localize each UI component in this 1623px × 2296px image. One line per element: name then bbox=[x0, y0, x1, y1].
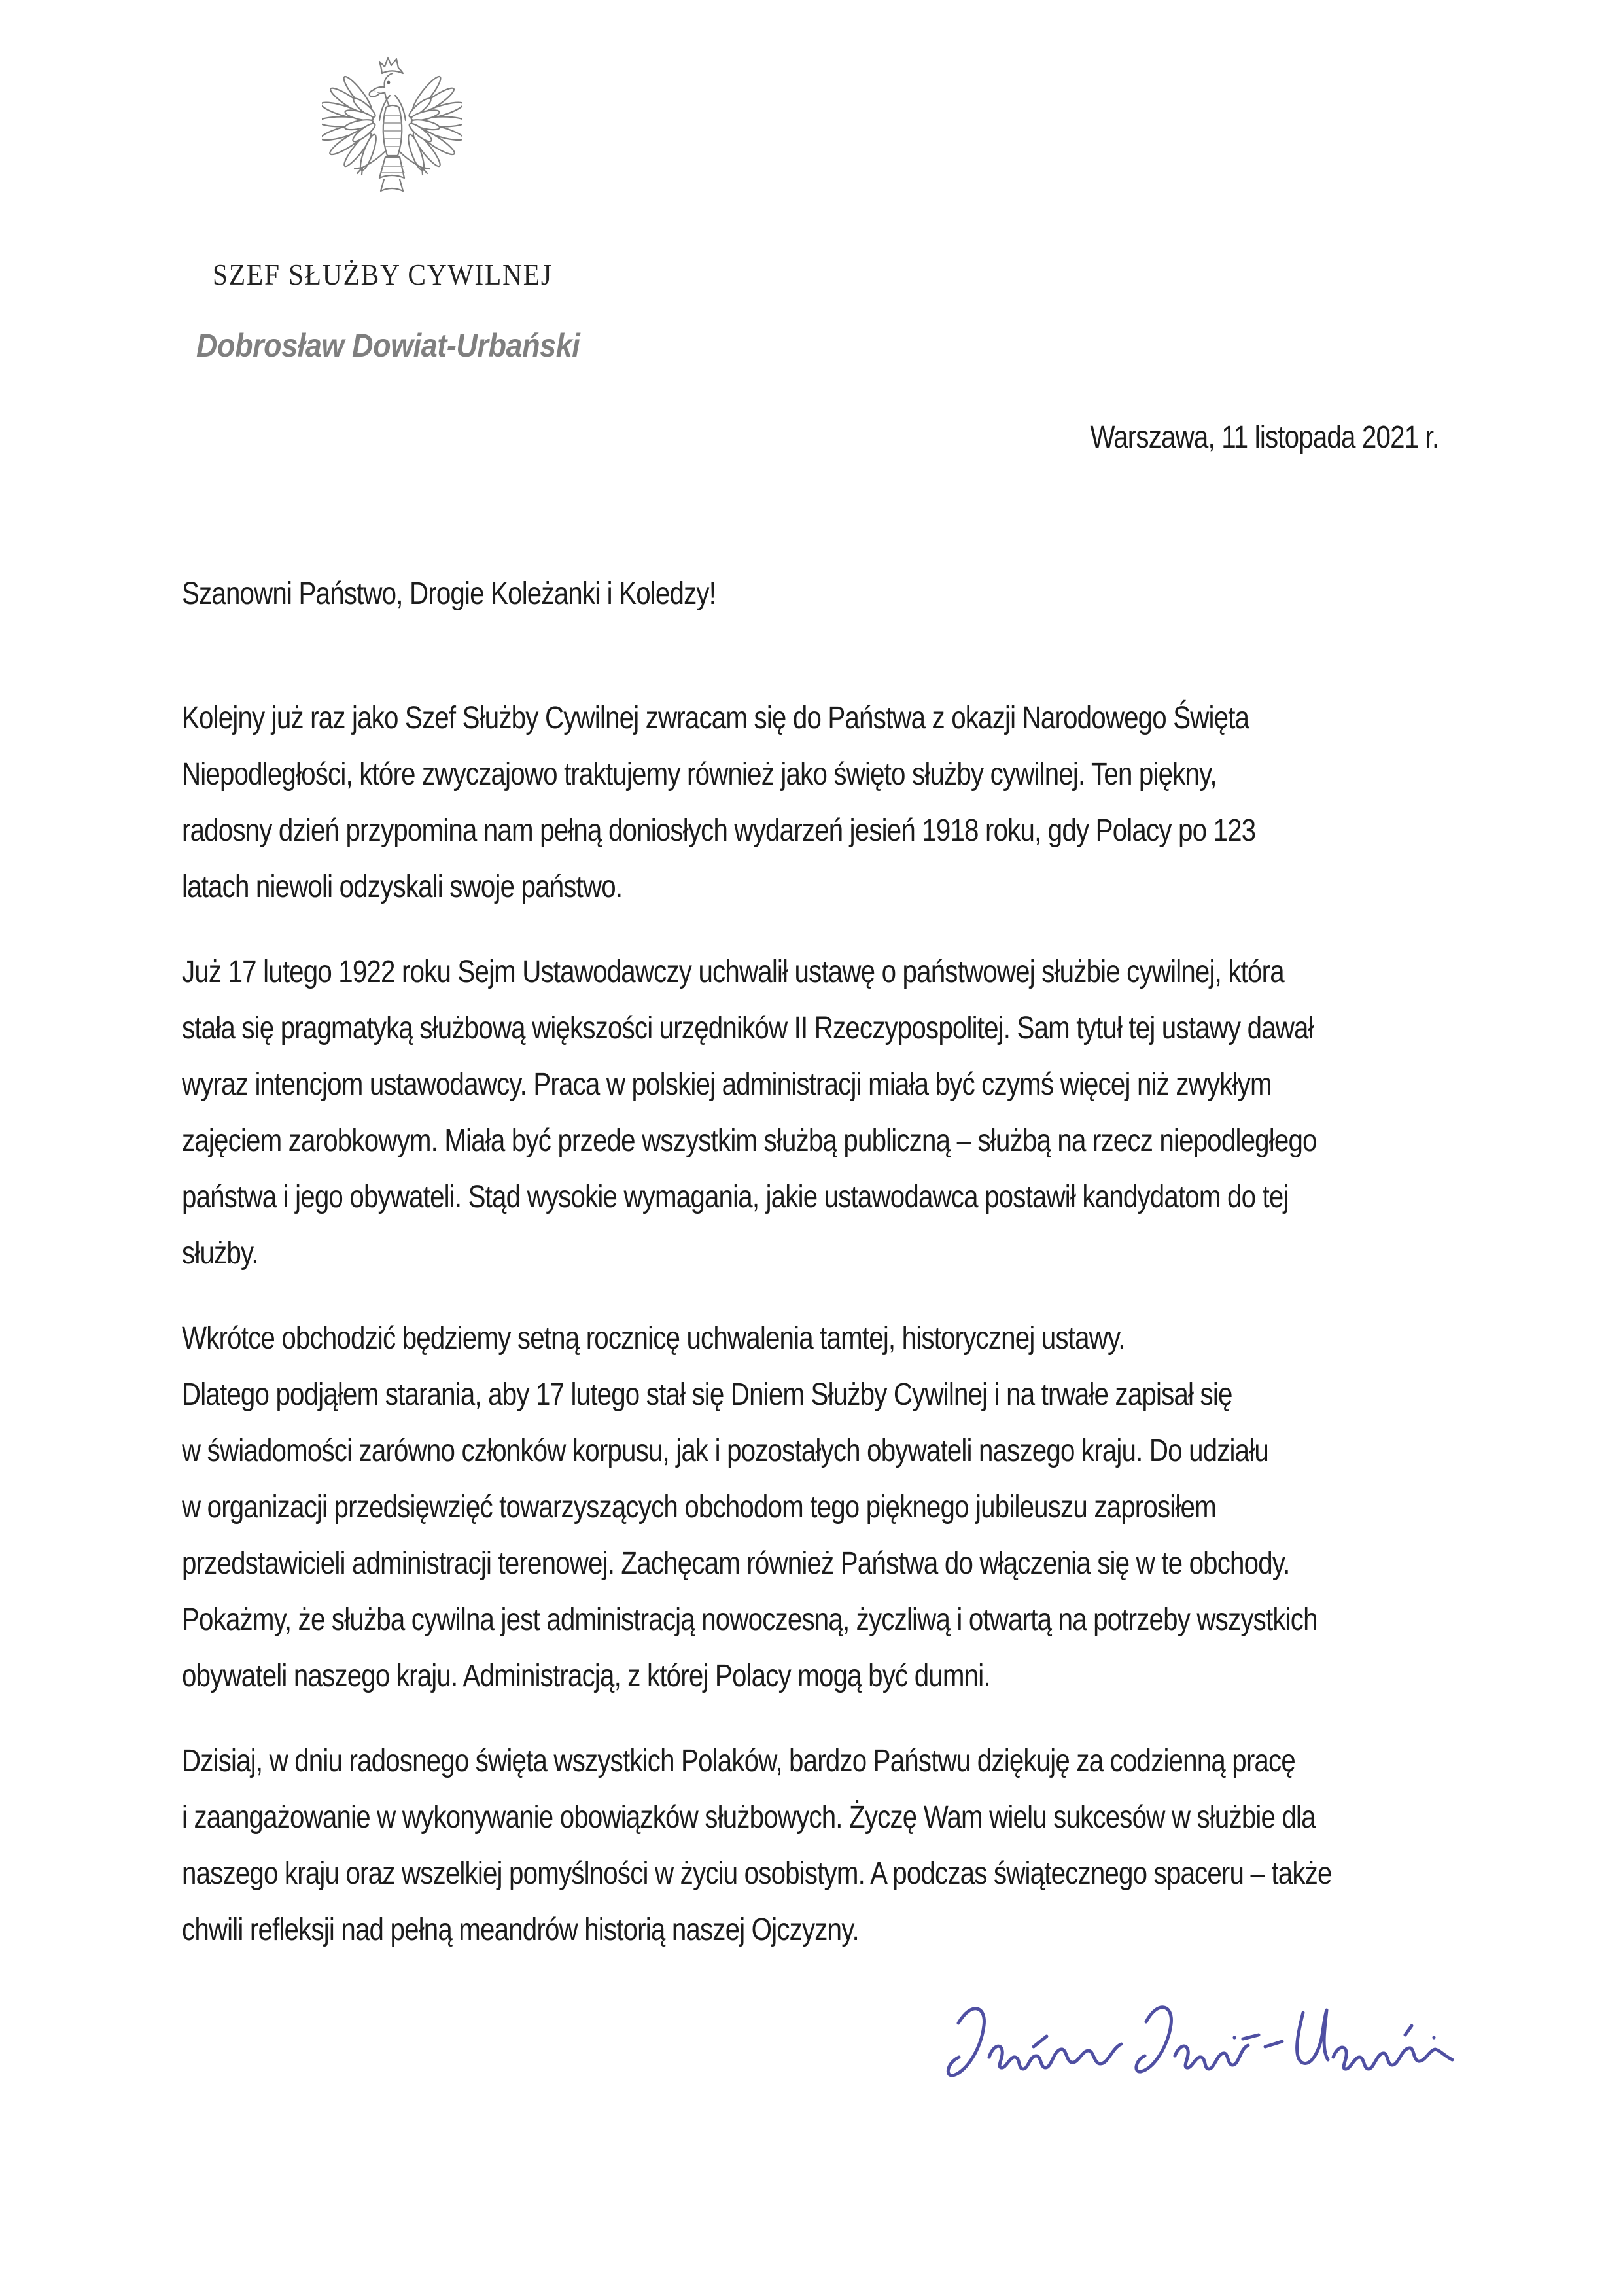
body-line: służby. bbox=[182, 1236, 258, 1271]
right-wing bbox=[406, 74, 462, 172]
body-line: zajęciem zarobkowym. Miała być przede wszystkim służbą publiczną – służbą na rzecz niepodległego bbox=[182, 1123, 1317, 1158]
body-line: Niepodległości, które zwyczajowo traktujemy również jako święto służby cywilnej. Ten piękny, bbox=[182, 757, 1217, 792]
body-line: w organizacji przedsięwzięć towarzyszących obchodom tego pięknego jubileuszu zaprosiłem bbox=[182, 1490, 1216, 1525]
salutation: Szanowni Państwo, Drogie Koleżanki i Koledzy! bbox=[182, 576, 716, 611]
polish-eagle-emblem bbox=[322, 50, 462, 197]
body-line: Już 17 lutego 1922 roku Sejm Ustawodawczy uchwalił ustawę o państwowej służbie cywilnej, która bbox=[182, 955, 1284, 989]
paragraph bbox=[182, 1311, 1464, 1704]
office-holder-name: Dobrosław Dowiat-Urbański bbox=[196, 327, 580, 364]
handwritten-signature bbox=[935, 1983, 1478, 2120]
body-line: stała się pragmatyką służbową większości urzędników II Rzeczypospolitej. Sam tytuł tej ustawy dawał bbox=[182, 1011, 1314, 1046]
paragraph bbox=[182, 690, 1464, 915]
body-line: chwili refleksji nad pełną meandrów historią naszej Ojczyzny. bbox=[182, 1913, 859, 1947]
paragraph bbox=[182, 944, 1464, 1282]
paragraph bbox=[182, 1733, 1464, 1958]
body-line: Dlatego podjąłem starania, aby 17 lutego stał się Dniem Służby Cywilnej i na trwałe zapisał się bbox=[182, 1377, 1232, 1412]
body-line: radosny dzień przypomina nam pełną doniosłych wydarzeń jesień 1918 roku, gdy Polacy po 123 bbox=[182, 813, 1256, 848]
left-wing bbox=[322, 74, 379, 172]
head bbox=[373, 73, 393, 110]
eye bbox=[387, 81, 391, 84]
body-line: Pokażmy, że służba cywilna jest administracją nowoczesną, życzliwą i otwartą na potrzeby wszystkich bbox=[182, 1602, 1318, 1637]
body-line: wyraz intencjom ustawodawcy. Praca w polskiej administracji miała być czymś więcej niż zwykłym bbox=[182, 1067, 1272, 1102]
crown bbox=[379, 58, 403, 73]
body-line: obywateli naszego kraju. Administracją, z której Polacy mogą być dumni. bbox=[182, 1659, 990, 1693]
dateline: Warszawa, 11 listopada 2021 r. bbox=[1090, 420, 1439, 455]
body-line: naszego kraju oraz wszelkiej pomyślności w życiu osobistym. A podczas świątecznego spaceru – także bbox=[182, 1856, 1332, 1891]
body-line: latach niewoli odzyskali swoje państwo. bbox=[182, 870, 623, 904]
office-title: SZEF SŁUŻBY CYWILNEJ bbox=[213, 258, 553, 291]
body-line: i zaangażowanie w wykonywanie obowiązków służbowych. Życzę Wam wielu sukcesów w służbie dla bbox=[182, 1800, 1316, 1835]
body-line: Dzisiaj, w dniu radosnego święta wszystkich Polaków, bardzo Państwu dziękuję za codzienną pracę bbox=[182, 1744, 1295, 1778]
letter-body bbox=[182, 566, 1464, 1958]
body-line: Kolejny już raz jako Szef Służby Cywilnej zwracam się do Państwa z okazji Narodowego Święta bbox=[182, 701, 1249, 735]
letter-paragraphs bbox=[182, 690, 1464, 1958]
body-line: w świadomości zarówno członków korpusu, jak i pozostałych obywateli naszego kraju. Do udziału bbox=[182, 1434, 1268, 1468]
body-line: państwa i jego obywateli. Stąd wysokie wymagania, jakie ustawodawca postawił kandydatom do tej bbox=[182, 1180, 1289, 1214]
body-line: przedstawicieli administracji terenowej. Zachęcam również Państwa do włączenia się w te obchody. bbox=[182, 1546, 1290, 1581]
tail bbox=[379, 157, 404, 178]
body-line: Wkrótce obchodzić będziemy setną rocznicę uchwalenia tamtej, historycznej ustawy. bbox=[182, 1321, 1125, 1356]
